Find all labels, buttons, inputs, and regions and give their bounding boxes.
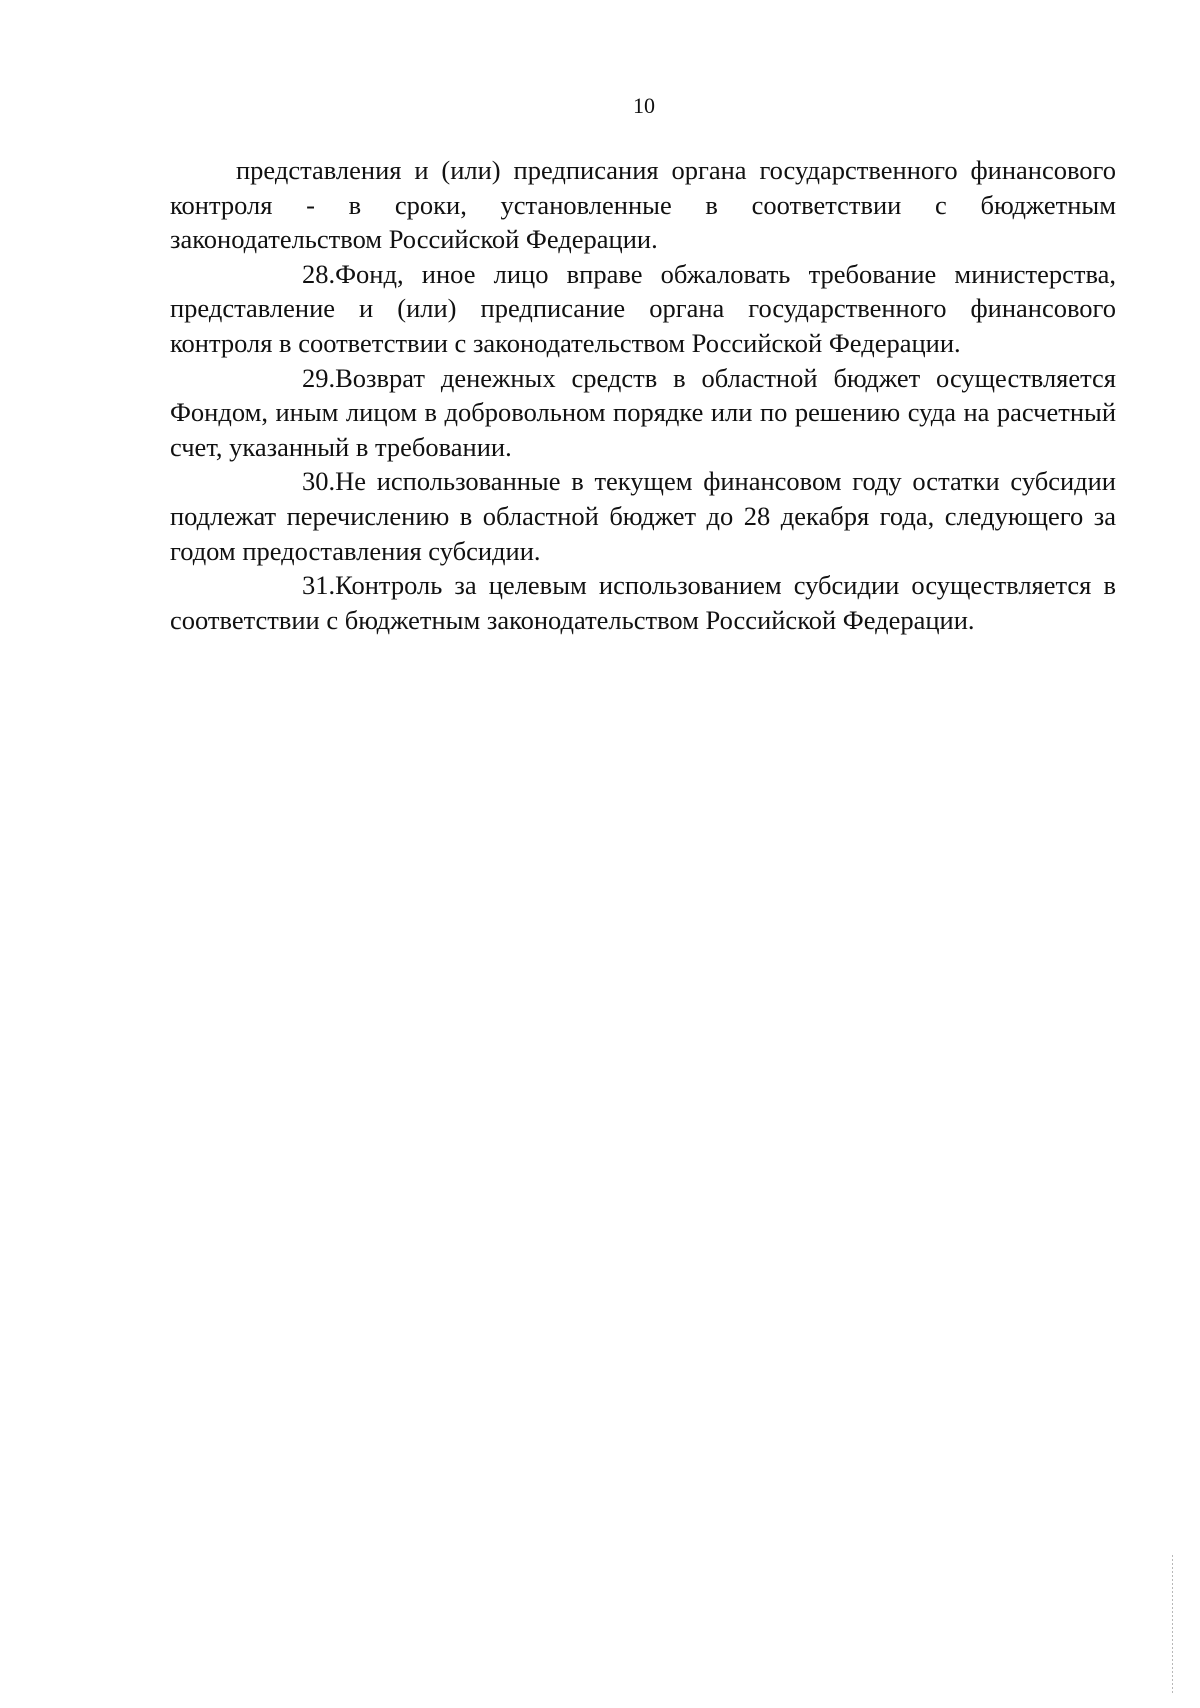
paragraph-text: Контроль за целевым использованием субсидии осуществляется в соответствии с бюджетным законодательством Российской Федерации. — [170, 570, 1116, 635]
document-body — [170, 153, 1116, 637]
paragraph-30 — [170, 464, 1116, 568]
paragraph-text: Не использованные в текущем финансовом году остатки субсидии подлежат перечислению в областной бюджет до 28 декабря года, следующего за годом предоставления субсидии. — [170, 466, 1116, 566]
scan-edge-mark — [1172, 1555, 1173, 1695]
paragraph-28 — [170, 257, 1116, 361]
paragraph-number: 31. — [302, 570, 336, 601]
paragraph-text: Возврат денежных средств в областной бюджет осуществляется Фондом, иным лицом в добровольном порядке или по решению суда на расчетный счет, указанный в требовании. — [170, 362, 1116, 462]
paragraph-continuation — [170, 153, 1116, 257]
page-number: 10 — [633, 93, 655, 118]
paragraph-number: 28. — [302, 258, 336, 289]
paragraph-text: представления и (или) предписания органа государственного финансового контроля - в сроки, установленные в соответствии с бюджетным законодательством Российской Федерации. — [170, 155, 1116, 255]
paragraph-number: 29. — [302, 362, 336, 393]
paragraph-text: Фонд, иное лицо вправе обжаловать требование министерства, представление и (или) предписание органа государственного финансового контроля в соответствии с законодательством Российской Федерации. — [170, 258, 1116, 358]
paragraph-number: 30. — [302, 466, 336, 497]
paragraph-29 — [170, 361, 1116, 465]
paragraph-31 — [170, 568, 1116, 637]
